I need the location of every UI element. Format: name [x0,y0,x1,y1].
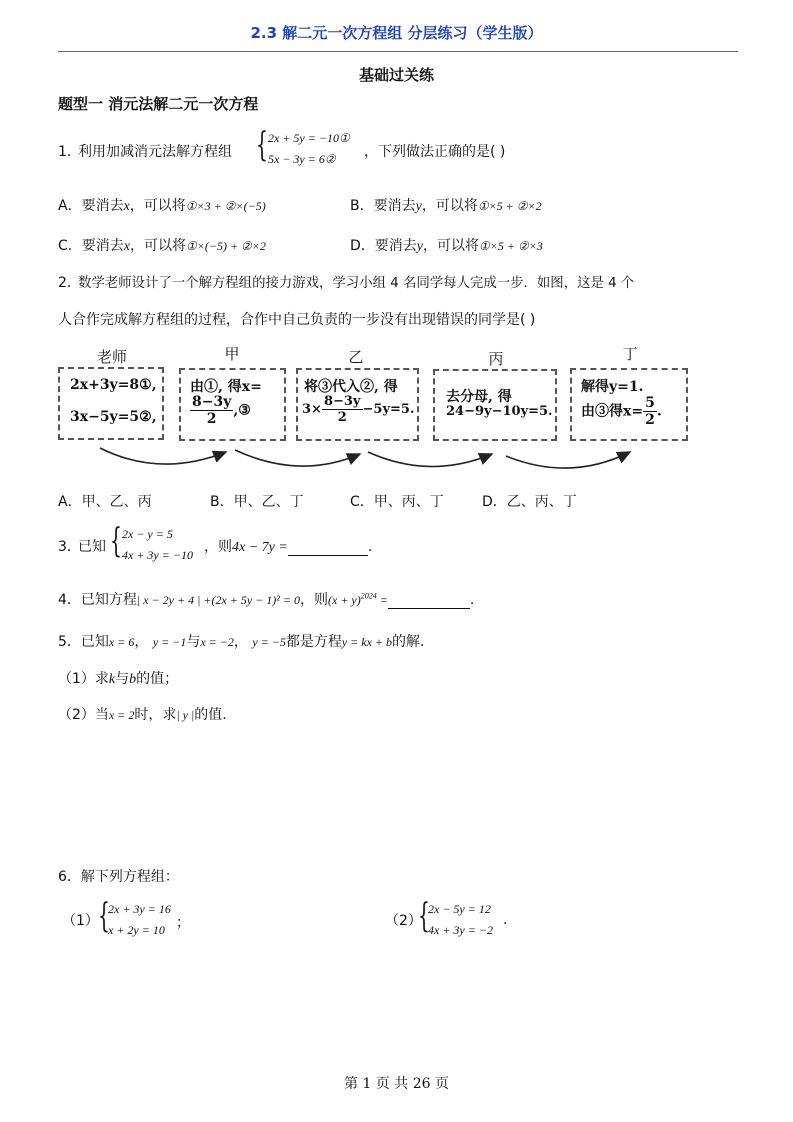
q3-suffix: ，则4x − 7y = . [204,539,373,555]
flow-label-teacher: 老师 [96,348,127,366]
header-divider [58,51,738,52]
flow-box-teacher [58,367,164,440]
flow-label-jia: 甲 [224,345,240,363]
q4-answer-blank[interactable] [388,594,470,609]
q6-part-2-equation-1: 2x − 5y = 12 [428,902,491,916]
flow-label-bing: 丙 [488,350,504,368]
flow-arrow-2 [235,450,360,466]
q1-option-c: C．要消去x，可以将①×(−5) + ②×2 [58,238,266,254]
q6-line: 6．解下列方程组： [58,869,179,885]
q3-number: 3． [58,539,81,555]
q2-option-d: D．乙、丙、丁 [482,494,577,510]
flow-arrow-1 [100,448,226,464]
q1-equation-1: 2x + 5y = −10① [268,131,350,145]
q3-equation-2: 4x + 3y = −10 [122,548,193,562]
q1-option-a: A．要消去x，可以将①×3 + ②×(−5) [58,198,266,214]
flow-label-yi: 乙 [348,348,364,366]
q1-suffix: ，下列做法正确的是( ) [364,144,506,160]
q2-option-c: C．甲、丙、丁 [350,494,444,510]
document-header-title: 2.3 解二元一次方程组 分层练习（学生版） [250,24,543,42]
flow-arrows [0,440,793,480]
q2-number: 2． [58,275,81,291]
q2-option-b: B．甲、乙、丁 [210,494,304,510]
page-footer: 第 1 页 共 26 页 [344,1076,449,1092]
q5-sub-2: （2）当x = 2时，求| y |的值. [58,707,227,723]
flow-box-ding-line-1: 解得y=1. [581,379,644,395]
q6-part-2-end: . [503,912,508,928]
q4-line: 4．已知方程| x − 2y + 4 | +(2x + 5y − 1)² = 0，则$(x + y)^{2024}$ = . [58,591,475,608]
q2-option-a: A．甲、乙、丙 [58,494,152,510]
section-title: 基础过关练 [358,66,434,84]
q6-part-1-equation-1: 2x + 3y = 16 [108,902,171,916]
flow-box-bing-line-2: 24−9y−10y=5. [446,404,553,419]
flow-box-yi [296,368,419,441]
q5-line: 5．已知x = 6， y = −1与x = −2， y = −5都是方程y = kx + b的解. [58,634,425,650]
q3-prefix: 已知 [78,539,106,555]
q3-brace: { [110,521,122,561]
q3-equation-1: 2x − y = 5 [122,527,173,541]
flow-box-teacher-line-1: 2x+3y=8①, [70,377,157,393]
q1-brace: { [256,125,268,165]
q2-line-1: 数学老师设计了一个解方程组的接力游戏，学习小组 4 名同学每人完成一步．如图，这是 4 个 [78,276,635,291]
flow-box-jia-line-1: 由①, 得x= [190,379,262,395]
q1-equation-2: 5x − 3y = 6② [268,152,336,166]
q6-part-1-label: （1） [62,913,99,929]
flow-box-teacher-line-2: 3x−5y=5②, [70,409,157,425]
q1-option-d: D．要消去y，可以将①×5 + ②×3 [350,238,543,254]
topic-title: 题型一 消元法解二元一次方程 [58,95,259,113]
flow-box-bing-line-1: 去分母, 得 [446,389,512,405]
q2-line-2: 人合作完成解方程组的过程，合作中自己负责的一步没有出现错误的同学是( ) [58,312,536,328]
q6-part-1-end: ； [176,915,190,931]
flow-box-jia [179,368,286,441]
q1-prefix: 利用加减消元法解方程组 [78,144,232,160]
q6-part-2-brace: { [418,896,430,936]
q6-part-1-equation-2: x + 2y = 10 [108,923,165,937]
q1-number: 1． [58,144,81,160]
q6-part-2-label: （2） [385,913,422,929]
q1-option-b: B．要消去y，可以将①×5 + ②×2 [350,198,542,214]
flow-box-yi-line-2: 3× $\frac{8-3y}{2}$ −5y=5. [302,394,415,425]
flow-box-yi-line-1: 将③代入②, 得 [304,379,398,395]
q3-answer-blank[interactable] [288,541,368,556]
q6-part-2-equation-2: 4x + 3y = −2 [428,923,493,937]
q6-part-1-brace: { [98,896,110,936]
q5-sub-1: （1）求k与b的值； [58,671,179,687]
flow-label-ding: 丁 [622,345,638,363]
flow-box-ding [570,368,688,441]
flow-arrow-4 [506,452,630,468]
flow-arrow-3 [368,452,492,467]
flow-box-jia-line-2: $\frac{8-3y}{2}$ ,③ [192,394,251,427]
flow-box-ding-line-2: 由③得x= $\frac{5}{2}$ . [581,395,662,428]
flow-box-bing [433,369,557,441]
